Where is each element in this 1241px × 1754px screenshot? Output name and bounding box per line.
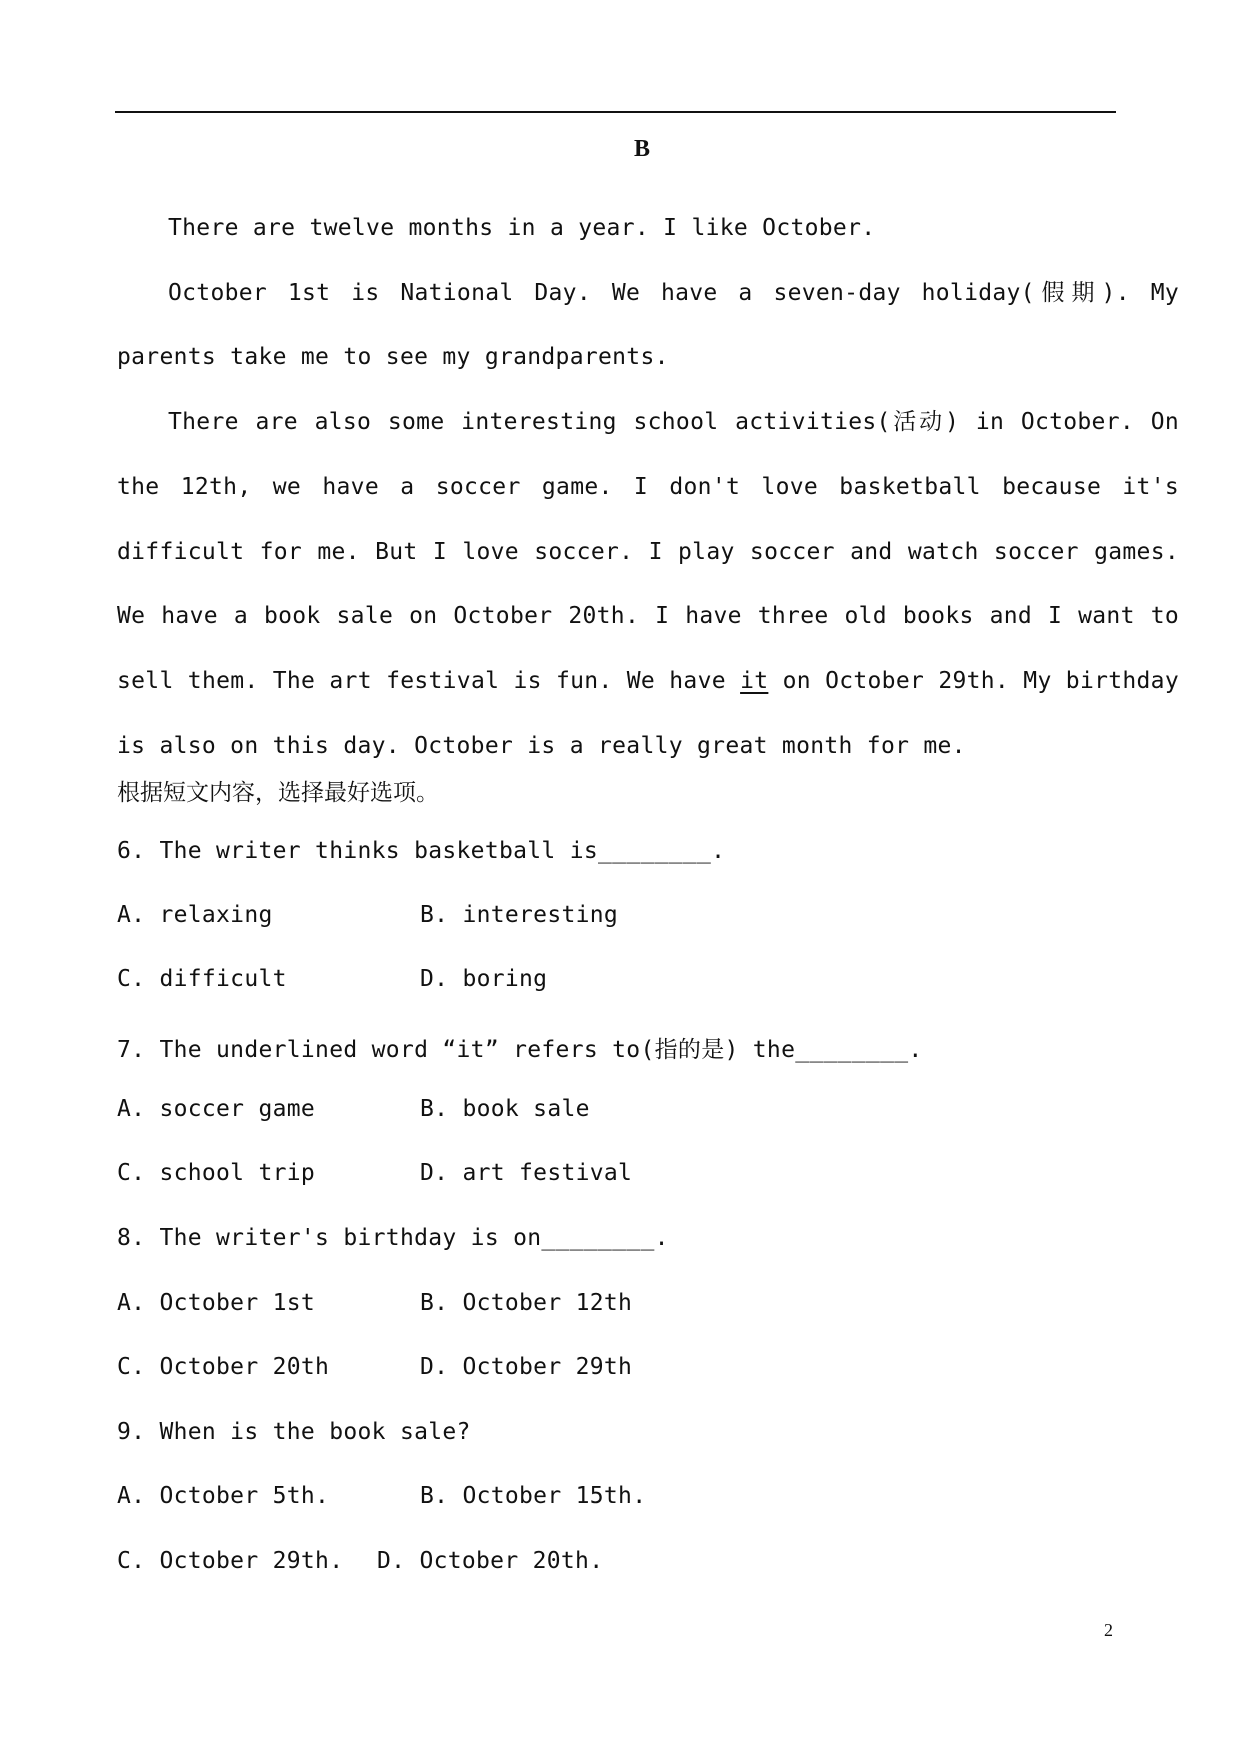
passage-paragraph-3 <box>117 390 1179 778</box>
question-8-option-d: D. October 29th <box>420 1354 633 1380</box>
instruction-text: 根据短文内容，选择最好选项。 <box>117 780 439 806</box>
question-6-option-b: B. interesting <box>420 902 619 928</box>
page-number: 2 <box>1104 1620 1113 1640</box>
question-6-option-c: C. difficult <box>117 966 287 992</box>
question-9-option-a: A. October 5th. <box>117 1483 330 1509</box>
question-6-stem: 6. The writer thinks basketball is________. <box>117 838 726 864</box>
question-8-option-b: B. October 12th <box>420 1290 633 1316</box>
question-7-option-b: B. book sale <box>420 1096 590 1122</box>
question-7-stem: 7. The underlined word “it” refers to(指的是) the________. <box>117 1037 923 1063</box>
passage-paragraph-2: October 1st is National Day. We have a seven-day holiday(假期). My parents take me to see my grandparents. <box>117 279 1179 371</box>
question-6-option-a: A. relaxing <box>117 902 273 928</box>
question-6-option-d: D. boring <box>420 966 548 992</box>
header-rule <box>115 111 1116 113</box>
question-8-option-c: C. October 20th <box>117 1354 330 1380</box>
passage-paragraph-1: There are twelve months in a year. I like October. <box>168 215 876 241</box>
question-7-option-d: D. art festival <box>420 1160 633 1186</box>
reading-passage <box>117 196 1179 778</box>
question-9-stem: 9. When is the book sale? <box>117 1419 471 1445</box>
question-7-option-a: A. soccer game <box>117 1096 316 1122</box>
question-8-stem: 8. The writer's birthday is on________. <box>117 1225 669 1251</box>
question-9-option-c: C. October 29th. <box>117 1548 344 1574</box>
question-7-option-c: C. school trip <box>117 1160 316 1186</box>
question-8-option-a: A. October 1st <box>117 1290 316 1316</box>
paragraph-3-text-end: on October 29th. My birthday is also on this day. October is a really great month for me. <box>117 667 1179 759</box>
section-label: B <box>633 136 650 162</box>
paragraph-3-text-start: There are also some interesting school activities(活动) in October. On the 12th, we have a soccer game. I don't love basketball because it's difficult for me. But I love soccer. I play soccer and watch soccer games. We have a book sale on October 20th. I have three old books and I want to sell them. The art festival is fun. We have <box>117 409 1179 694</box>
underlined-word-it: it <box>740 667 769 694</box>
question-9-option-b: B. October 15th. <box>420 1483 647 1509</box>
question-9-option-d: D. October 20th. <box>377 1548 604 1574</box>
